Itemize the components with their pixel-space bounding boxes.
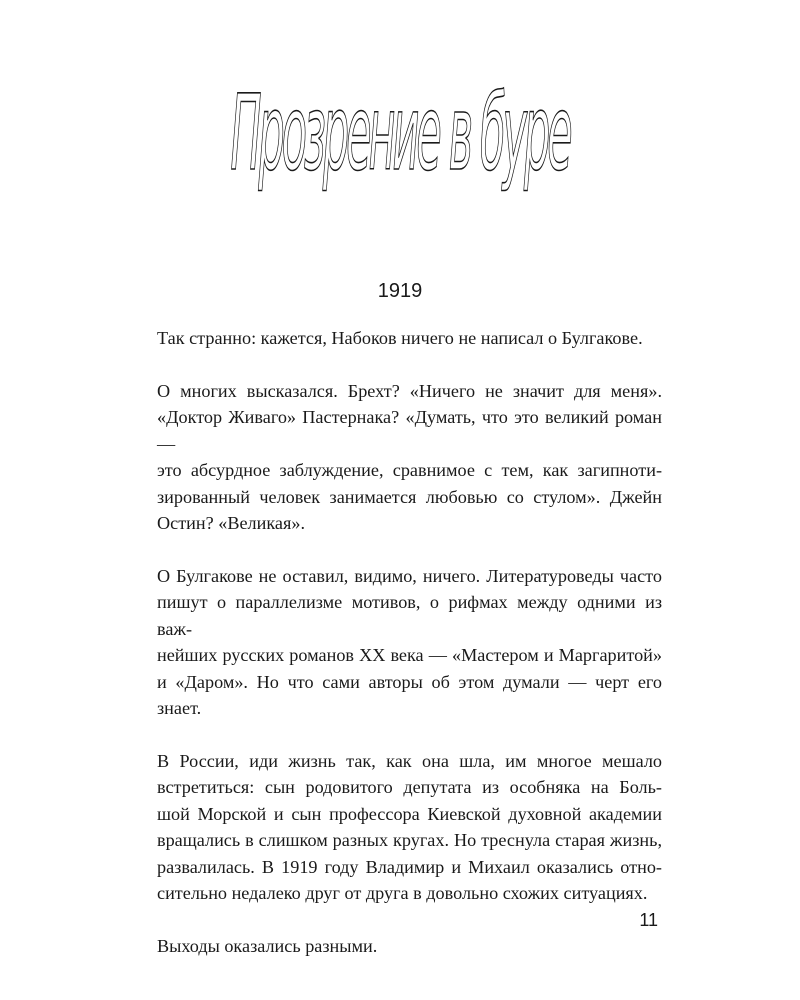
text-line: это абсурдное заблуждение, сравнимое с тем, как загипноти- — [157, 460, 662, 480]
text-line: В России, иди жизнь так, как она шла, им многое мешало — [157, 750, 662, 771]
chapter-year: 1919 — [377, 280, 423, 302]
text-line: сительно недалеко друг от друга в довольно схожих ситуациях. — [157, 883, 648, 903]
text-line: пишут о параллелизме мотивов, о рифмах между одними из важ- — [157, 592, 662, 639]
text-line: развалилась. В 1919 году Владимир и Михаил оказались отно- — [157, 856, 662, 877]
text-line: шой Морской и сын профессора Киевской духовной академии — [157, 803, 662, 824]
text-line: Так странно: кажется, Набоков ничего не написал о Булгакове. — [157, 328, 643, 348]
paragraph-1 — [157, 325, 662, 352]
chapter-title: Прозрение в буре — [230, 72, 570, 194]
text-line: О Булгакове не оставил, видимо, ничего. Литературоведы часто — [157, 565, 662, 586]
paragraph-5 — [157, 933, 662, 960]
text-line: нейших русских романов XX века — «Мастером и Маргаритой» — [157, 645, 662, 665]
paragraph-2 — [157, 378, 662, 537]
text-line: «Доктор Живаго» Пастернака? «Думать, что это великий роман — — [157, 407, 662, 454]
paragraph-4 — [157, 748, 662, 907]
page-number: 11 — [639, 910, 658, 930]
text-line: О многих высказался. Брехт? «Ничего не значит для меня». — [157, 380, 662, 401]
paragraph-3 — [157, 563, 662, 722]
text-line: встретиться: сын родовитого депутата из особняка на Боль- — [157, 777, 662, 797]
text-line: Остин? «Великая». — [157, 513, 305, 533]
chapter-title-block — [150, 58, 650, 208]
text-line: зированный человек занимается любовью со стулом». Джейн — [157, 486, 662, 507]
body-text — [157, 325, 662, 959]
text-line: и «Даром». Но что сами авторы об этом думали — черт его знает. — [157, 671, 662, 718]
text-line: Выходы оказались разными. — [157, 935, 378, 956]
text-line: вращались в слишком разных кругах. Но треснула старая жизнь, — [157, 830, 662, 850]
